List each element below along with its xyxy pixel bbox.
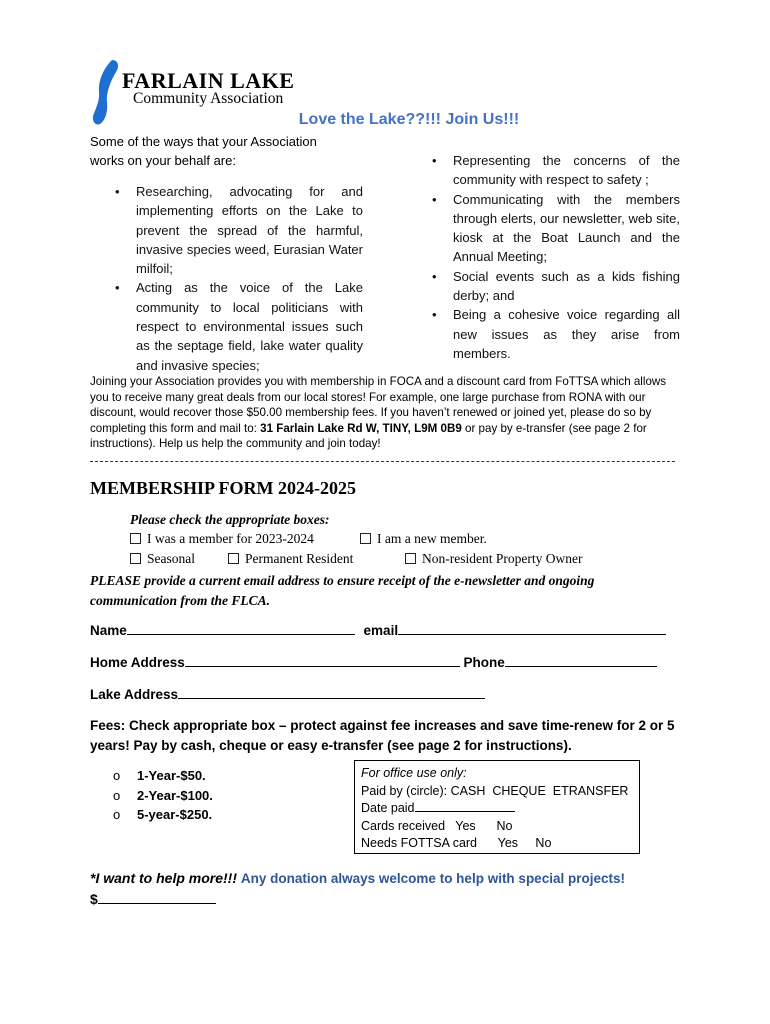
option-label: Permanent Resident bbox=[245, 551, 354, 566]
checkbox[interactable] bbox=[130, 533, 141, 544]
lake-address-row bbox=[90, 685, 485, 702]
mailing-address: 31 Farlain Lake Rd W, TINY, L9M 0B9 bbox=[260, 421, 462, 435]
checkbox[interactable] bbox=[360, 533, 371, 544]
help-lead: *I want to help more!!! bbox=[90, 870, 237, 886]
name-field[interactable] bbox=[127, 621, 355, 635]
phone-field[interactable] bbox=[505, 653, 657, 667]
tagline-text: Love the Lake??!!! Join Us!!! bbox=[298, 111, 520, 128]
donation-amount-row bbox=[90, 889, 690, 909]
intro-text: Some of the ways that your Association works on your behalf are: bbox=[90, 134, 317, 168]
option-returning-member[interactable] bbox=[130, 531, 314, 547]
home-address-field[interactable] bbox=[185, 653, 460, 667]
option-label: I am a new member. bbox=[377, 531, 487, 546]
joining-text-end: or pay by e-transfer (see page 2 for instructions). Help us help the community and join today! bbox=[90, 421, 647, 451]
fee-option-label: 1-Year-$50. bbox=[137, 768, 206, 783]
checkbox[interactable] bbox=[228, 553, 239, 564]
list-item: • Representing the concerns of the community with respect to safety ; bbox=[428, 151, 680, 190]
circle-bullet: o bbox=[113, 807, 121, 822]
email-field[interactable] bbox=[398, 621, 666, 635]
cards-received-row bbox=[361, 818, 639, 836]
paid-by-etransfer: ETRANSFER bbox=[552, 783, 629, 798]
yes-option: Yes bbox=[497, 836, 519, 850]
date-paid-label: Date paid bbox=[361, 801, 415, 815]
joining-paragraph bbox=[90, 374, 686, 452]
right-bullet-column bbox=[428, 151, 680, 363]
date-paid-row bbox=[361, 800, 639, 818]
lake-address-label: Lake Address bbox=[90, 687, 179, 702]
home-phone-row bbox=[90, 653, 657, 670]
joining-text: Joining your Association provides you with membership in FOCA and a discount card from FoTTSA which allows you to receive many great deals from our local stores! For example, one large purchase from RONA with our discount, would recover those $50.00 membership fees. If you haven’t renewed or joined yet, please do so by completing this form and mail to: bbox=[90, 375, 667, 435]
list-item: • Researching, advocating for and implementing efforts on the Lake to prevent the spread of the harmful, invasive species weed, Eurasian Water milfoil; bbox=[111, 182, 363, 278]
name-label: Name bbox=[90, 623, 127, 638]
lake-address-field[interactable] bbox=[178, 685, 485, 699]
option-label: Non-resident Property Owner bbox=[422, 551, 583, 566]
list-item: • Social events such as a kids fishing derby; and bbox=[428, 267, 680, 306]
donation-text: Any donation always welcome to help with special projects! bbox=[240, 871, 625, 886]
option-label: Seasonal bbox=[147, 551, 195, 566]
donation-amount-field[interactable] bbox=[98, 890, 216, 904]
checkbox[interactable] bbox=[405, 553, 416, 564]
dashed-divider bbox=[90, 461, 675, 462]
please-check-label: Please check the appropriate boxes: bbox=[130, 512, 330, 527]
paid-by-cheque: CHEQUE bbox=[492, 783, 546, 798]
needs-fottsa-label: Needs FOTTSA card bbox=[361, 836, 478, 850]
list-item: • Communicating with the members through elerts, our newsletter, web site, kiosk at the Boat Launch and the Annual Meeting; bbox=[428, 190, 680, 267]
no-option: No bbox=[496, 818, 513, 833]
option-permanent-resident[interactable] bbox=[228, 551, 353, 567]
name-email-row bbox=[90, 621, 666, 638]
paid-by-row bbox=[361, 783, 639, 801]
email-note: PLEASE provide a current email address to ensure receipt of the e-newsletter and ongoing communication from the FLCA. bbox=[90, 573, 595, 608]
circle-bullet: o bbox=[113, 768, 121, 783]
fee-option-2-year[interactable] bbox=[113, 786, 213, 806]
fee-options bbox=[113, 766, 213, 825]
needs-fottsa-row bbox=[361, 835, 639, 853]
cards-received-label: Cards received bbox=[361, 818, 446, 833]
org-name: FARLAIN LAKE bbox=[122, 68, 295, 93]
phone-label: Phone bbox=[463, 655, 505, 670]
paid-by-label: Paid by (circle): bbox=[361, 783, 448, 798]
circle-bullet: o bbox=[113, 787, 121, 803]
org-subtitle: Community Association bbox=[133, 90, 284, 107]
email-label: email bbox=[363, 623, 399, 638]
option-label: I was a member for 2023-2024 bbox=[147, 531, 314, 546]
list-item: • Acting as the voice of the Lake community to local politicians with respect to environmental issues such as the septage field, lake water quality and invasive species; bbox=[111, 278, 363, 374]
fee-option-5-year[interactable] bbox=[113, 805, 213, 825]
option-seasonal[interactable] bbox=[130, 551, 195, 567]
help-more-section bbox=[90, 868, 690, 909]
option-new-member[interactable] bbox=[360, 531, 487, 547]
home-address-label: Home Address bbox=[90, 655, 185, 670]
dollar-sign: $ bbox=[90, 891, 98, 907]
fee-option-1-year[interactable] bbox=[113, 766, 213, 786]
office-use-box bbox=[354, 760, 640, 854]
option-nonresident-owner[interactable] bbox=[405, 551, 582, 567]
fee-option-label: 2-Year-$100. bbox=[137, 787, 213, 803]
yes-option: Yes bbox=[455, 818, 476, 833]
fee-option-label: 5-year-$250. bbox=[137, 807, 213, 822]
left-bullet-column bbox=[111, 182, 363, 375]
office-title: For office use only: bbox=[361, 766, 467, 780]
paid-by-cash: CASH bbox=[450, 783, 486, 798]
list-item: • Being a cohesive voice regarding all new issues as they arise from members. bbox=[428, 305, 680, 363]
fees-text: Fees: Check appropriate box – protect against fee increases and save time-renew for 2 or 5 years! Pay by cash, cheque or easy e-transfer (see page 2 for instructions). bbox=[90, 718, 675, 753]
tagline bbox=[0, 111, 770, 129]
no-option: No bbox=[535, 836, 552, 850]
date-paid-field bbox=[415, 800, 515, 812]
checkbox[interactable] bbox=[130, 553, 141, 564]
form-title: MEMBERSHIP FORM 2024-2025 bbox=[90, 478, 356, 498]
